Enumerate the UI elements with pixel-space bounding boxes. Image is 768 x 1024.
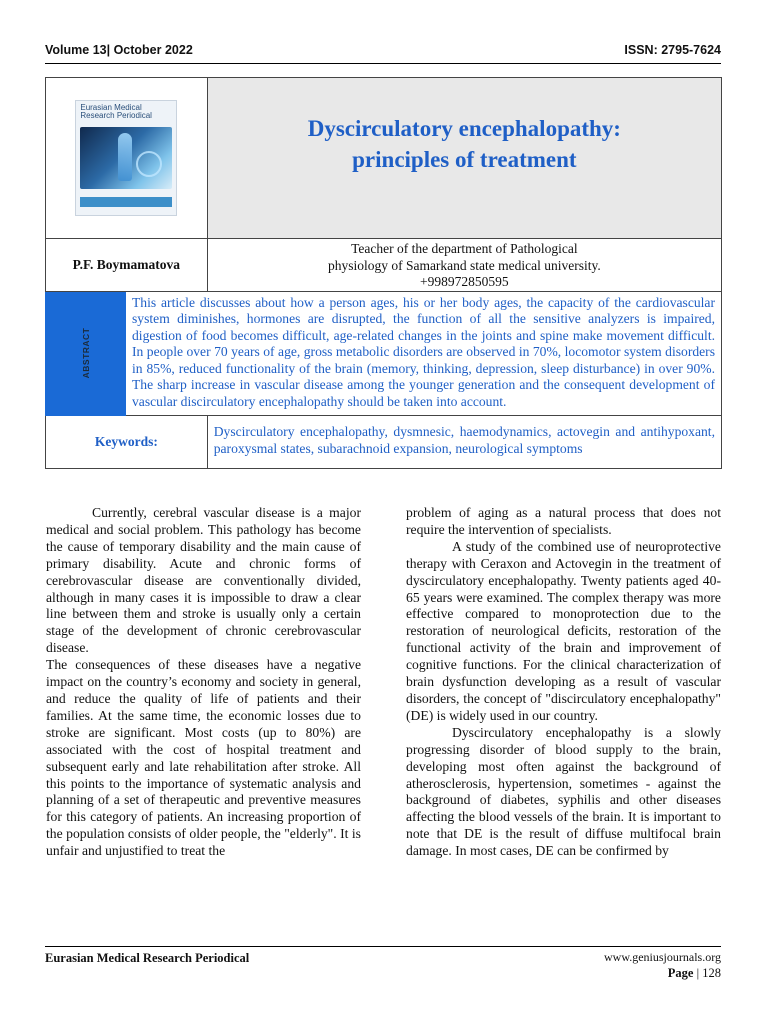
cover-cell xyxy=(46,78,208,239)
author-affiliation: Teacher of the department of Pathological physiology of Samarkand state medical university. +998972850595 xyxy=(207,239,721,292)
header-rule xyxy=(45,63,721,64)
article-title: Dyscirculatory encephalopathy: principles of treatment xyxy=(307,116,621,172)
body-paragraph: The consequences of these diseases have a negative impact on the country’s economy and society in general, and reduce the quality of life of patients and their families. At the same time, the economic losses due to stroke are significant. Most costs (up to 80%) are associated with the cost of hospital treatment and subsequent early and late rehabilitation after stroke. All this points to the importance of systematic analysis and planning of a set of therapeutic and preventive measures for this category of patients. An increasing proportion of the population consists of older people, the "elderly". It is unfair and unjustified to treat the xyxy=(46,657,361,859)
body-paragraph: Dyscirculatory encephalopathy is a slowly progressing disorder of blood supply to the brain, developing most often against the background of atherosclerosis, hypertension, sometimes - against the background of diabetes, syphilis and other diseases affecting the blood vessels of the brain. It is important to note that DE is the result of diffuse multifocal brain damage. In most cases, DE can be confirmed by xyxy=(406,724,721,859)
article-header-table xyxy=(45,77,722,469)
volume-label: Volume 13| October 2022 xyxy=(45,43,193,57)
body-paragraph: Currently, cerebral vascular disease is a major medical and social problem. This pathology has become the cause of temporary disability and the main cause of primary disability. Acute and chronic forms of cerebrovascular disease are conventionally divided, although in many cases it is impossible to draw a clear line between them and stroke is usually only a certain stage of the development of chronic cerebrovascular disease. xyxy=(46,505,361,656)
page-separator: | xyxy=(696,966,700,980)
body-left-column xyxy=(46,505,361,860)
footer-rule xyxy=(45,946,721,947)
journal-cover-image xyxy=(75,100,177,216)
issn-label: ISSN: 2795-7624 xyxy=(624,43,721,57)
page-number: 128 xyxy=(702,966,721,980)
footer-url: www.geniusjournals.org xyxy=(604,950,721,964)
abstract-text: This article discusses about how a person ages, his or her body ages, the capacity of the cardiovascular system diminishes, hormones are disrupted, the function of all the sensitive analyzers is impaired, digestion of food becomes difficult, age-related changes in the joints and spine make movement difficult. In people over 70 years of age, gross metabolic disorders are observed in 70%, locomotor system disorders in 85%, reduced functionality of the brain (memory, thinking, depression, sleep disturbance) in over 90%. The sharp increase in vascular disease among the younger generation and the consequent development of vascular discirculatory encephalopathy should be taken into account. xyxy=(126,291,722,415)
keywords-label: Keywords: xyxy=(46,415,208,468)
abstract-side-label: ABSTRACT xyxy=(46,291,126,415)
cover-title: Eurasian Medical Research Periodical xyxy=(80,102,152,120)
body-paragraph: A study of the combined use of neuroprotective therapy with Ceraxon and Actovegin in the treatment of dyscirculatory encephalopathy. Twenty patients aged 40-65 years were examined. The complex therapy was more effective compared to monoprotection due to the restoration of neurological deficits, restoration of the functional activity of the brain and improvement of cognitive functions. For the clinical characterization of brain dysfunction developing as a result of vascular disorders, the concept of "discirculatory encephalopathy" (DE) is widely used in our country. xyxy=(406,538,721,723)
keywords-text: Dyscirculatory encephalopathy, dysmnesic, haemodynamics, actovegin and antihypoxant, paroxysmal states, subarachnoid expansion, neurological symptoms xyxy=(207,415,721,468)
title-cell xyxy=(207,78,721,239)
page-header xyxy=(45,43,721,63)
body-right-column xyxy=(406,505,721,860)
author-name: P.F. Boymamatova xyxy=(46,239,208,292)
footer-journal-name: Eurasian Medical Research Periodical xyxy=(45,951,250,965)
page-number-line xyxy=(668,966,721,981)
page-label: Page xyxy=(667,966,694,980)
body-paragraph: problem of aging as a natural process that does not require the intervention of specialists. xyxy=(406,505,721,537)
